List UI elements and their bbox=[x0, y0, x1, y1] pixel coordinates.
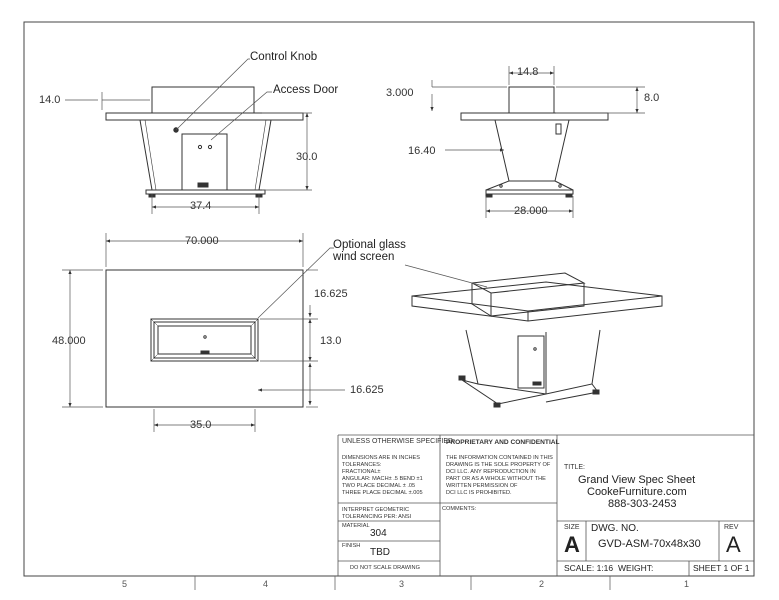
zone-5: 5 bbox=[122, 579, 128, 589]
comments-label: COMMENTS: bbox=[442, 506, 477, 512]
title-label: TITLE: bbox=[564, 464, 586, 471]
side-dimensions bbox=[432, 66, 645, 218]
unless-specified: UNLESS OTHERWISE SPECIFIED: bbox=[342, 438, 456, 445]
dims-inches-note: DIMENSIONS ARE IN INCHES bbox=[342, 455, 421, 461]
proprietary-line-2: DRAWING IS THE SOLE PROPERTY OF bbox=[446, 462, 551, 468]
tolerances-label: TOLERANCES: bbox=[342, 462, 382, 468]
scale-text: SCALE: 1:16 bbox=[564, 563, 614, 573]
three-place-tolerance: THREE PLACE DECIMAL ±.005 bbox=[342, 490, 423, 496]
zone-4: 4 bbox=[263, 579, 269, 589]
finish-value: TBD bbox=[370, 547, 390, 558]
glass-screen-leader bbox=[405, 265, 487, 287]
proprietary-line-3: DCI LLC. ANY REPRODUCTION IN bbox=[446, 469, 536, 475]
proprietary-title: PROPRIETARY AND CONFIDENTIAL bbox=[446, 439, 560, 446]
control-knob-callout: Control Knob bbox=[250, 51, 318, 63]
front-view bbox=[106, 87, 303, 197]
angular-tolerance: ANGULAR: MACH± .5 BEND ±1 bbox=[342, 476, 423, 482]
rev-label: REV bbox=[724, 524, 739, 531]
dwg-label: DWG. NO. bbox=[591, 523, 639, 534]
tolerancing-per: TOLERANCING PER: ANSI bbox=[342, 514, 412, 520]
side-dim-right: 8.0 bbox=[644, 92, 660, 104]
top-dim-height: 48.000 bbox=[52, 335, 86, 347]
front-dimensions bbox=[65, 59, 312, 214]
finish-label: FINISH bbox=[342, 543, 361, 549]
front-dim-left: 14.0 bbox=[39, 94, 61, 106]
front-dim-height: 30.0 bbox=[296, 151, 318, 163]
rev-value: A bbox=[726, 532, 741, 557]
top-dim-bottom-offset: 16.625 bbox=[350, 384, 384, 396]
side-dim-left: 16.40 bbox=[408, 145, 436, 157]
title-line-1: Grand View Spec Sheet bbox=[578, 474, 696, 486]
top-view bbox=[106, 270, 303, 407]
interpret-geometric: INTERPRET GEOMETRIC bbox=[342, 507, 410, 513]
proprietary-line-1: THE INFORMATION CONTAINED IN THIS bbox=[446, 455, 553, 461]
front-dim-base: 37.4 bbox=[190, 200, 212, 212]
side-dim-base: 28.000 bbox=[514, 205, 548, 217]
title-line-3: 888-303-2453 bbox=[608, 498, 677, 510]
isometric-view bbox=[412, 273, 662, 407]
top-dim-width: 70.000 bbox=[185, 235, 219, 247]
two-place-tolerance: TWO PLACE DECIMAL ± .05 bbox=[342, 483, 416, 489]
material-value: 304 bbox=[370, 528, 387, 539]
side-dim-left-top: 3.000 bbox=[386, 87, 414, 99]
material-label: MATERIAL bbox=[342, 523, 370, 529]
proprietary-line-4: PART OR AS A WHOLE WITHOUT THE bbox=[446, 476, 546, 482]
top-dim-screen-depth: 13.0 bbox=[320, 335, 342, 347]
size-value: A bbox=[564, 532, 580, 557]
dwg-number: GVD-ASM-70x48x30 bbox=[598, 538, 701, 550]
proprietary-line-6: DCI LLC IS PROHIBITED. bbox=[446, 490, 512, 496]
access-door-callout: Access Door bbox=[273, 84, 339, 96]
top-dim-screen-width: 35.0 bbox=[190, 419, 212, 431]
zone-1: 1 bbox=[684, 579, 690, 589]
glass-screen-callout-line2: wind screen bbox=[333, 251, 395, 263]
glass-screen-callout-line1: Optional glass bbox=[333, 239, 406, 251]
fractional-tolerance: FRACTIONAL± bbox=[342, 469, 381, 475]
side-dim-top-width: 14.8 bbox=[517, 66, 539, 78]
weight-label: WEIGHT: bbox=[618, 563, 654, 573]
do-not-scale: DO NOT SCALE DRAWING bbox=[350, 565, 420, 571]
sheet-number: SHEET 1 OF 1 bbox=[693, 563, 750, 573]
zone-3: 3 bbox=[399, 579, 405, 589]
proprietary-line-5: WRITTEN PERMISSION OF bbox=[446, 483, 518, 489]
top-dim-top-offset: 16.625 bbox=[314, 288, 348, 300]
zone-2: 2 bbox=[539, 579, 545, 589]
title-line-2: CookeFurniture.com bbox=[587, 486, 687, 498]
size-label: SIZE bbox=[564, 524, 580, 531]
side-view bbox=[461, 87, 608, 197]
